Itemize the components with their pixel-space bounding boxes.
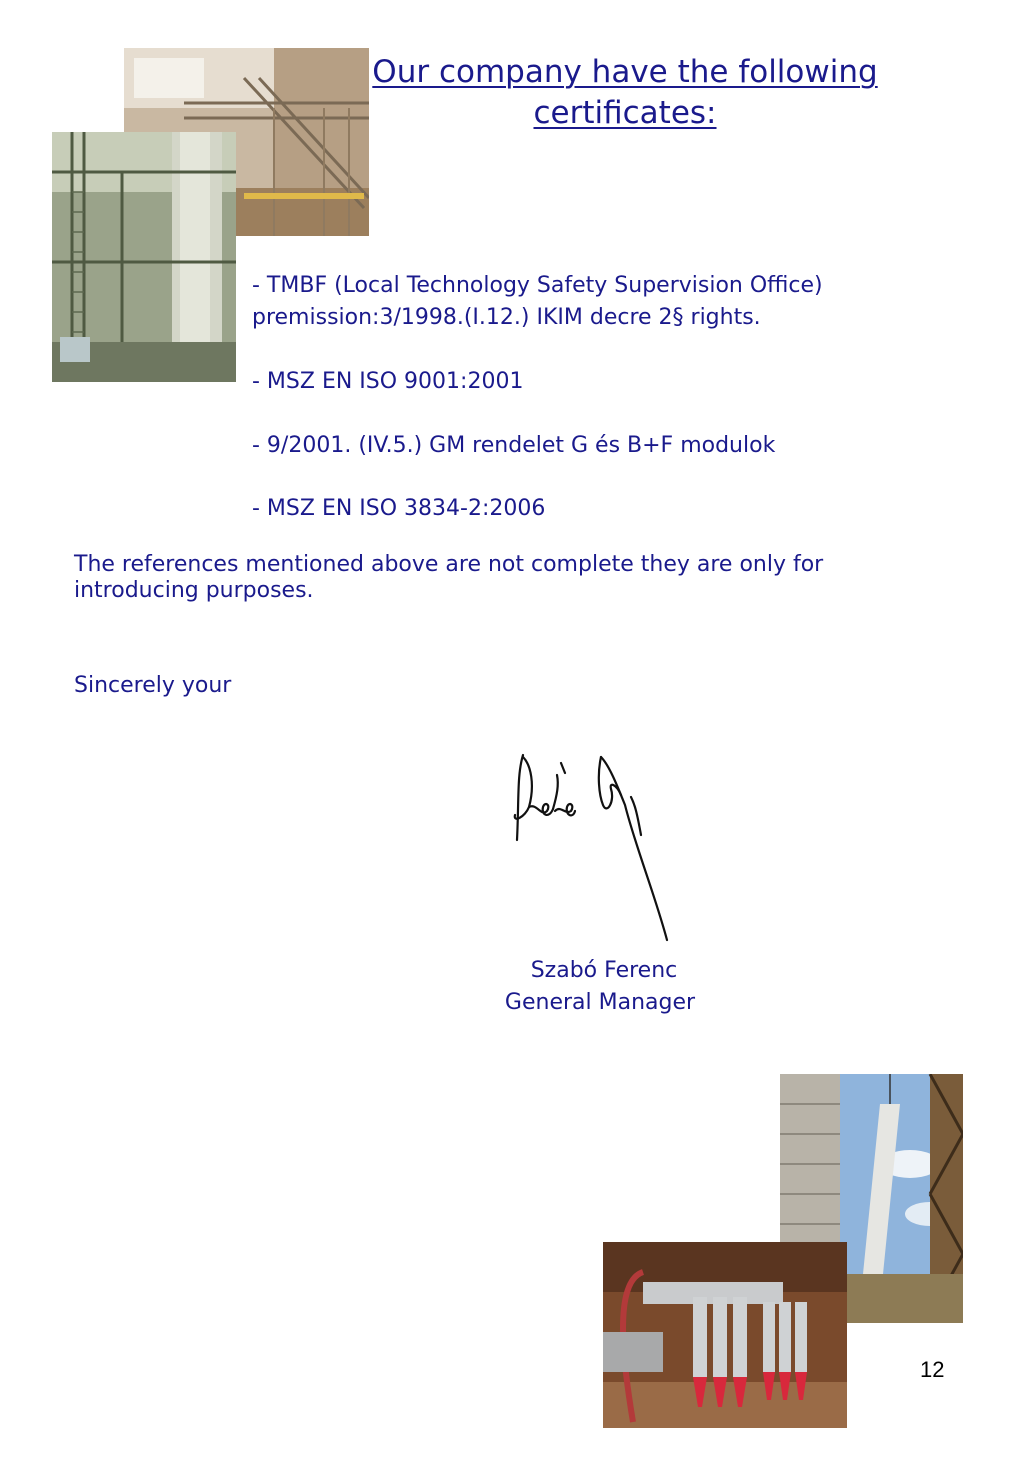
certificate-tmbf xyxy=(252,270,823,334)
industrial-photo-hydrocyclones xyxy=(603,1242,847,1428)
handwritten-signature xyxy=(505,745,685,945)
closing-text: Sincerely your xyxy=(74,673,232,698)
certificate-gm-rendelet: - 9/2001. (IV.5.) GM rendelet G és B+F modulok xyxy=(252,433,776,458)
page-number: 12 xyxy=(920,1357,945,1382)
references-note: The references mentioned above are not complete they are only for introducing purposes. xyxy=(74,552,824,603)
page-title: Our company have the following certificates: xyxy=(372,54,878,131)
certificate-iso-9001: - MSZ EN ISO 9001:2001 xyxy=(252,369,524,394)
certificate-iso-3834: - MSZ EN ISO 3834-2:2006 xyxy=(252,496,546,521)
certificate-line: premission:3/1998.(I.12.) IKIM decre 2§ rights. xyxy=(252,305,761,330)
signatory-position: General Manager xyxy=(504,990,696,1015)
certificate-line: - TMBF (Local Technology Safety Supervision Office) xyxy=(252,273,823,298)
signatory-name: Szabó Ferenc xyxy=(530,958,678,983)
industrial-photo-tank xyxy=(52,132,236,382)
